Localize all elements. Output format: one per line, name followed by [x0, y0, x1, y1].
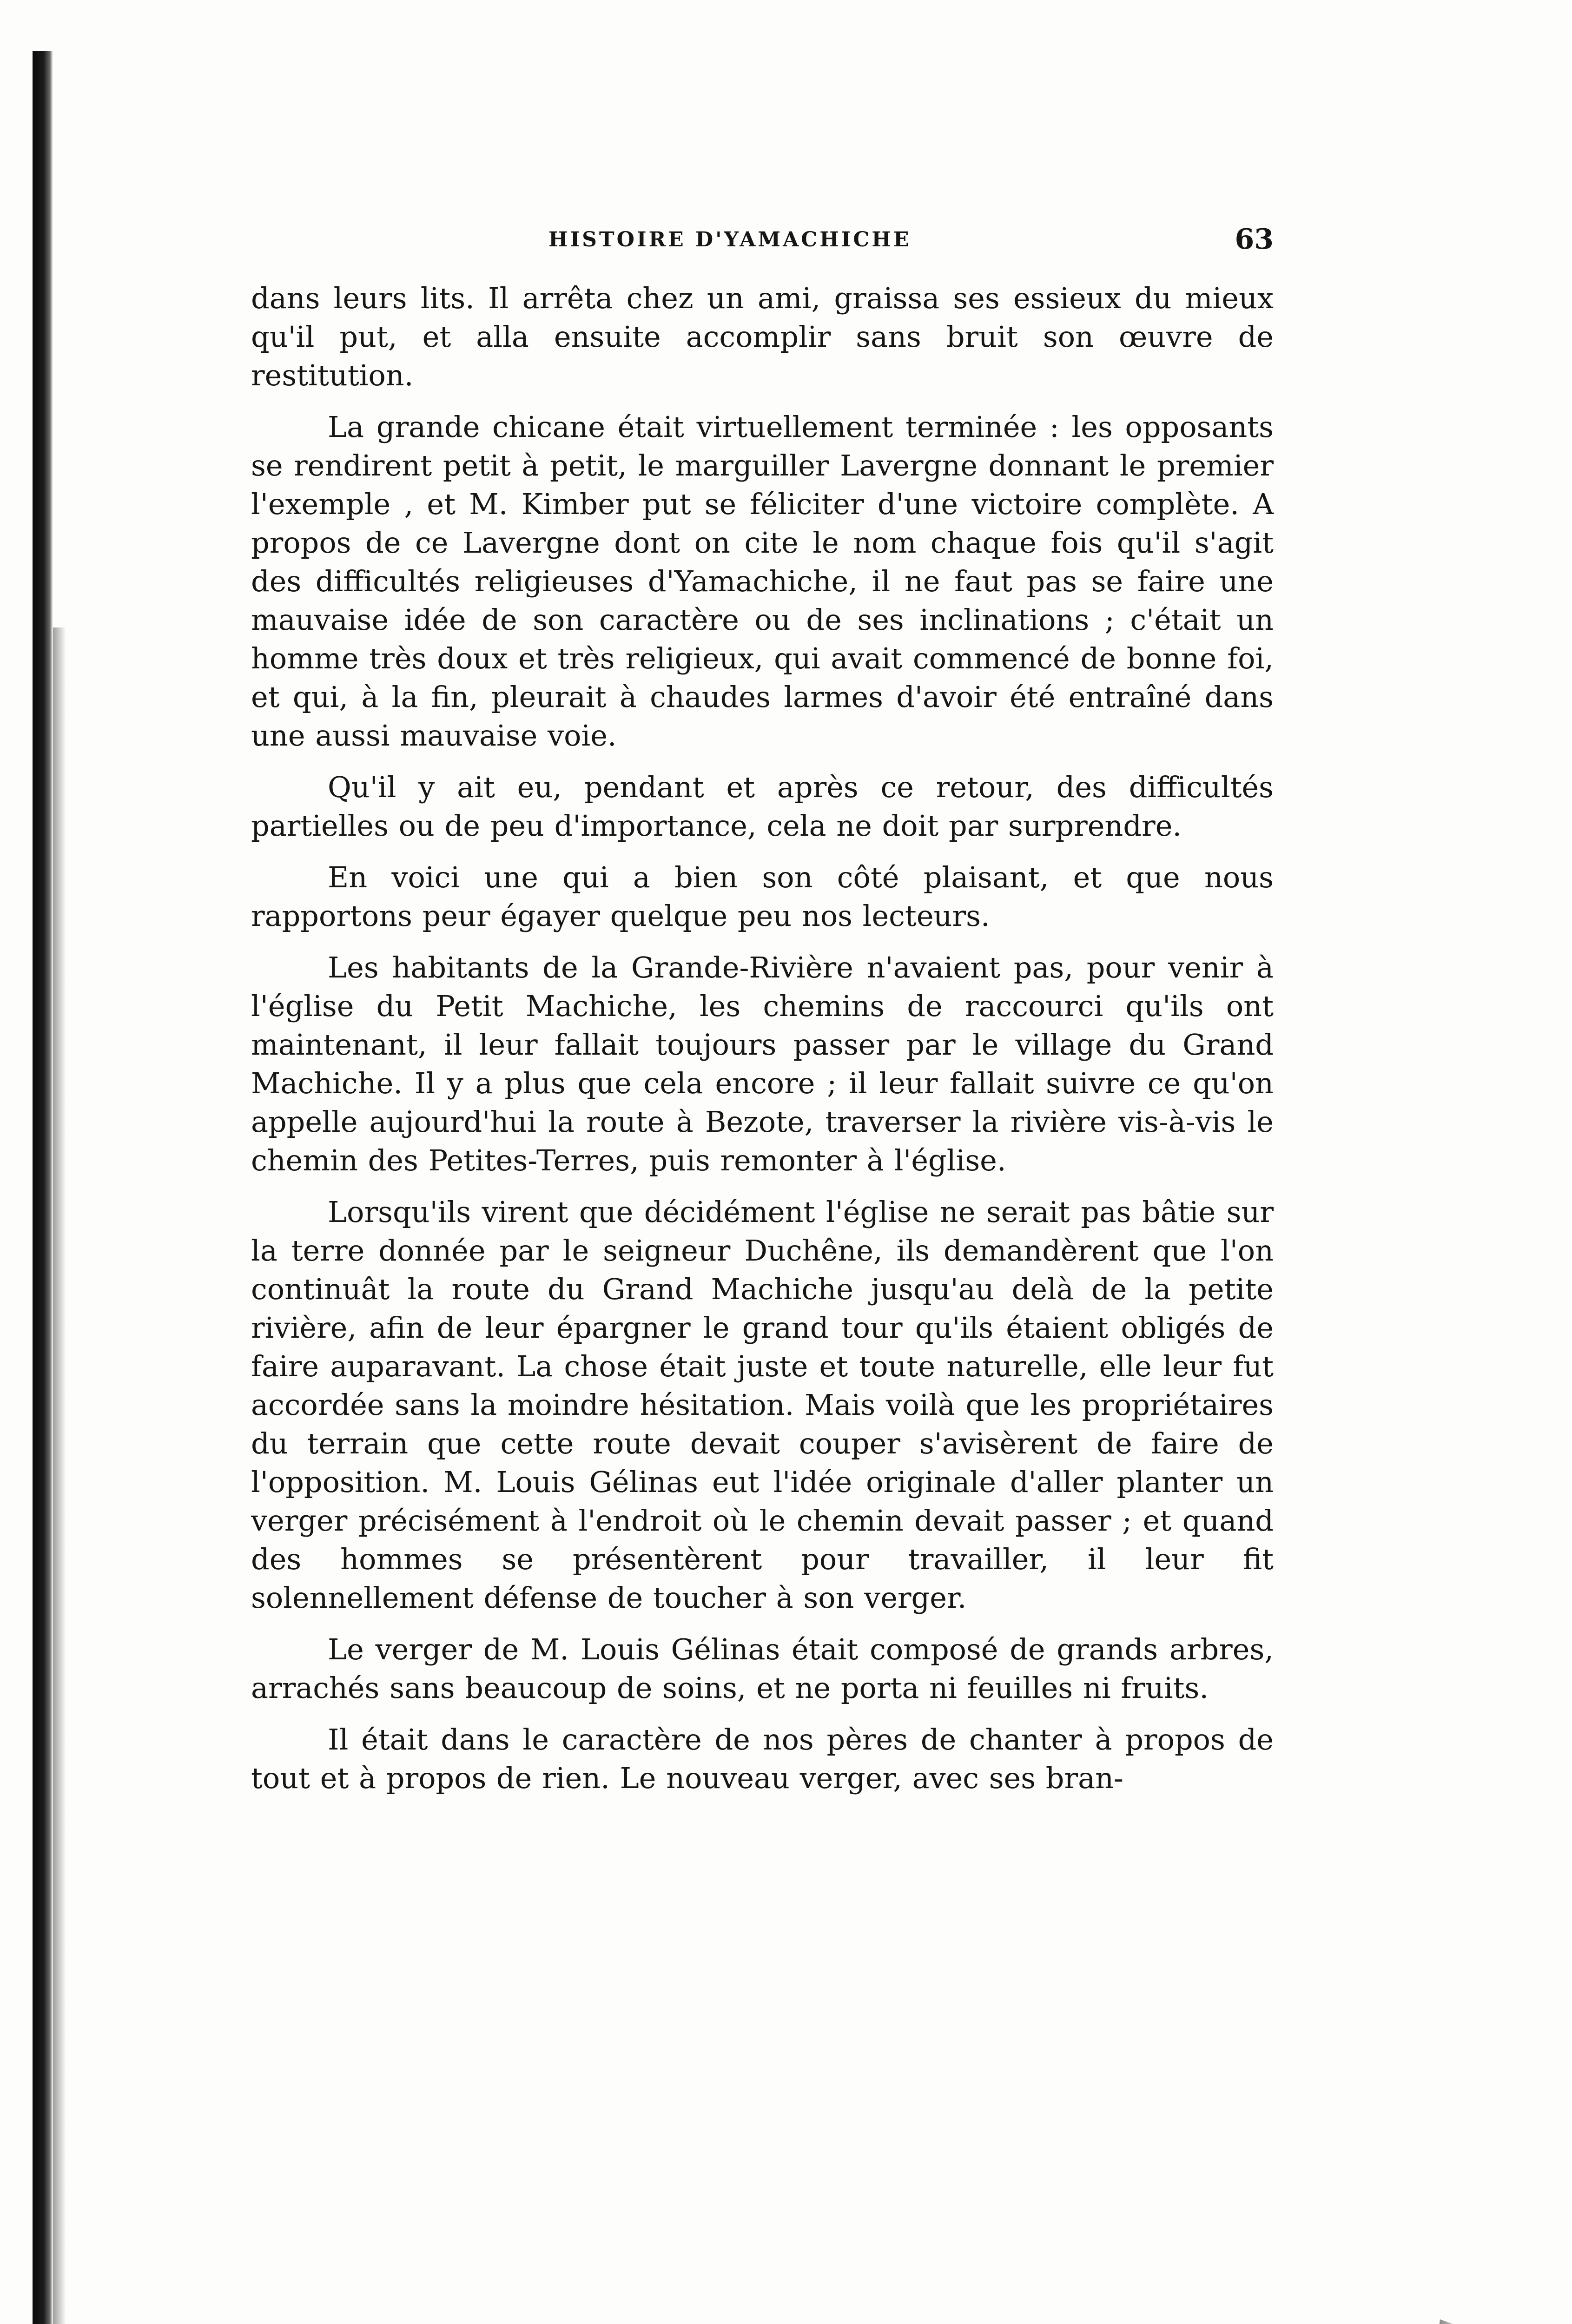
paragraph: dans leurs lits. Il arrêta chez un ami, graissa ses essieux du mieux qu'il put, et alla ensuite accomplir sans bruit son œuvre de restitution. [251, 281, 1274, 392]
running-title: HISTOIRE D'YAMACHICHE [548, 228, 911, 251]
body-text [251, 279, 1274, 1810]
binding-edge [33, 51, 53, 2324]
paragraph: Il était dans le caractère de nos pères de chanter à propos de tout et à propos de rien. Le nouveau verger, avec ses bran- [251, 1723, 1274, 1795]
paragraph: Qu'il y ait eu, pendant et après ce retour, des difficultés partielles ou de peu d'importance, cela ne doit par surprendre. [251, 770, 1274, 843]
paragraph: Lorsqu'ils virent que décidément l'église ne serait pas bâtie sur la terre donnée par le seigneur Duchêne, ils demandèrent que l'on continuât la route du Grand Machiche jusqu'au delà de la petite rivière, afin de leur épargner le grand tour qu'ils étaient obligés de faire auparavant. La chose était juste et toute naturelle, elle leur fut accordée sans la moindre hésitation. Mais voilà que les propriétaires du terrain que cette route devait couper s'avisèrent de faire de l'opposition. M. Louis Gélinas eut l'idée originale d'aller planter un verger précisément à l'endroit où le chemin devait passer ; et quand des hommes se présentèrent pour travailler, il leur fit solennellement défense de toucher à son verger. [251, 1195, 1274, 1615]
page-number: 63 [1235, 223, 1274, 256]
binding-shadow [53, 627, 66, 2324]
paragraph: Le verger de M. Louis Gélinas était composé de grands arbres, arrachés sans beaucoup de soins, et ne porta ni feuilles ni fruits. [251, 1632, 1274, 1705]
paragraph: Les habitants de la Grande-Rivière n'avaient pas, pour venir à l'église du Petit Machiche, les chemins de raccourci qu'ils ont maintenant, il leur fallait toujours passer par le village du Grand Machiche. Il y a plus que cela encore ; il leur fallait suivre ce qu'on appelle aujourd'hui la route à Bezote, traverser la rivière vis-à-vis le chemin des Petites-Terres, puis remonter à l'église. [251, 951, 1274, 1177]
paragraph: La grande chicane était virtuellement terminée : les opposants se rendirent petit à petit, le marguiller Lavergne donnant le premier l'exemple , et M. Kimber put se féliciter d'une victoire complète. A propos de ce Lavergne dont on cite le nom chaque fois qu'il s'agit des difficultés religieuses d'Yamachiche, il ne faut pas se faire une mauvaise idée de son caractère ou de ses inclinations ; c'était un homme très doux et très religieux, qui avait commencé de bonne foi, et qui, à la fin, pleurait à chaudes larmes d'avoir été entraîné dans une aussi mauvaise voie. [251, 410, 1274, 753]
running-head [251, 223, 1274, 260]
scan-corner-mark [1432, 2319, 1460, 2324]
paragraph: En voici une qui a bien son côté plaisant, et que nous rapportons peur égayer quelque peu nos lecteurs. [251, 860, 1274, 933]
